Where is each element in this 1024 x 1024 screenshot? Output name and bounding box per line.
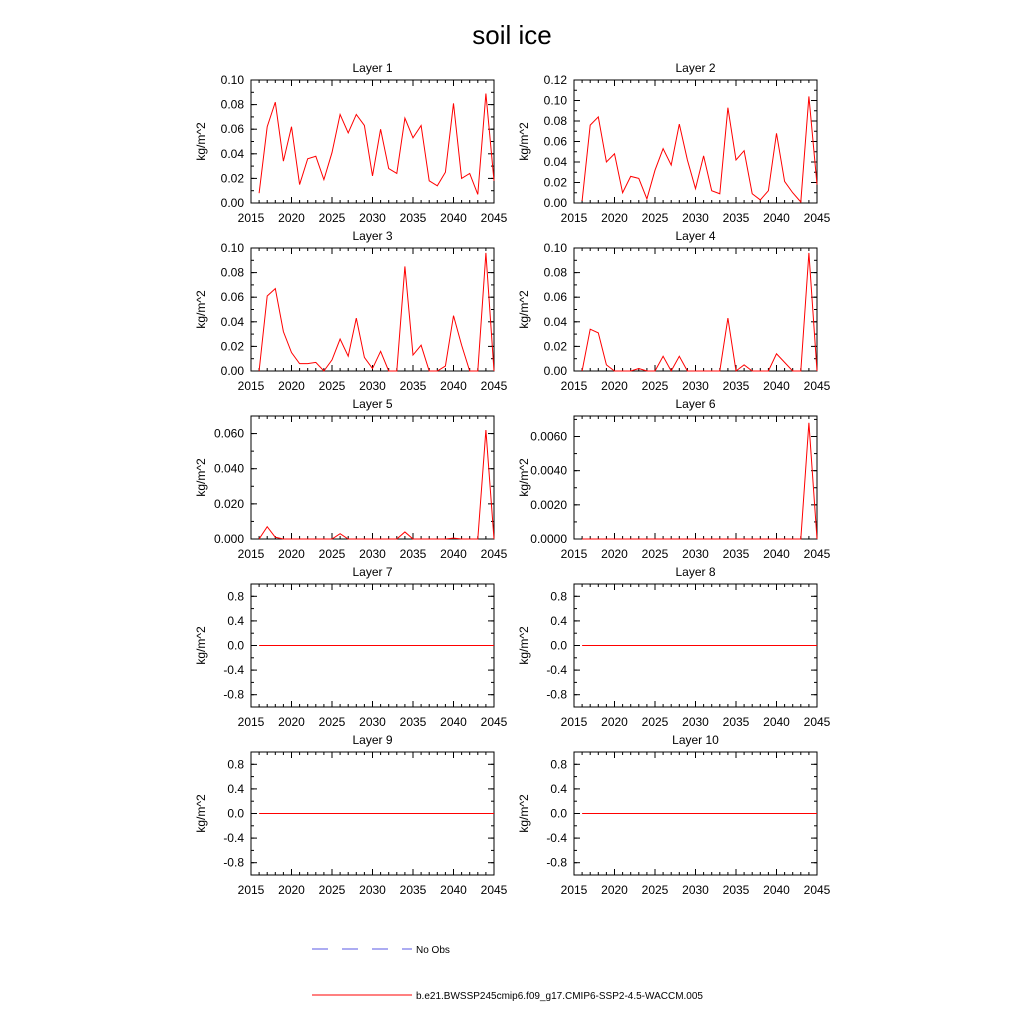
x-tick-label: 2035	[722, 211, 750, 225]
panel-title: Layer 1	[352, 61, 393, 75]
x-tick-label: 2025	[318, 715, 346, 729]
y-tick-label: 0.000	[213, 532, 244, 546]
y-axis-label: kg/m^2	[517, 458, 531, 497]
x-tick-label: 2030	[359, 547, 386, 561]
panel-title: Layer 4	[675, 229, 716, 243]
panel-title: Layer 3	[352, 229, 393, 243]
y-axis-label: kg/m^2	[194, 122, 208, 161]
y-axis-label: kg/m^2	[194, 626, 208, 665]
x-tick-label: 2015	[560, 379, 588, 393]
y-tick-label: -0.8	[546, 855, 567, 870]
y-tick-label: 0.0000	[530, 532, 567, 546]
plot-frame	[574, 80, 817, 203]
x-tick-label: 2020	[278, 547, 305, 561]
panel-2	[517, 61, 831, 225]
x-tick-label: 2045	[803, 379, 831, 393]
y-tick-label: 0.12	[543, 73, 567, 87]
series-line	[259, 430, 494, 539]
x-tick-label: 2025	[641, 883, 669, 897]
panel-title: Layer 10	[672, 733, 719, 747]
y-tick-label: 0.040	[213, 461, 244, 476]
x-tick-label: 2040	[440, 715, 467, 729]
y-tick-label: 0.04	[543, 314, 567, 329]
x-tick-label: 2040	[763, 379, 790, 393]
x-tick-label: 2025	[318, 547, 346, 561]
x-tick-label: 2030	[682, 883, 709, 897]
y-tick-label: 0.0	[227, 638, 244, 653]
y-tick-label: 0.8	[227, 757, 244, 772]
series-line	[259, 94, 494, 195]
x-tick-label: 2025	[641, 379, 669, 393]
y-tick-label: 0.4	[550, 781, 567, 796]
x-tick-label: 2015	[237, 547, 265, 561]
panel-3	[194, 229, 508, 393]
x-tick-label: 2025	[641, 547, 669, 561]
x-tick-label: 2030	[682, 379, 709, 393]
figure-title: soil ice	[472, 20, 552, 50]
x-tick-label: 2015	[237, 211, 265, 225]
y-tick-label: 0.06	[220, 122, 244, 137]
y-tick-label: -0.8	[546, 687, 567, 702]
x-tick-label: 2035	[399, 715, 427, 729]
plot-frame	[574, 248, 817, 371]
y-tick-label: 0.02	[543, 175, 567, 190]
y-tick-label: 0.020	[213, 496, 244, 511]
x-tick-label: 2020	[278, 379, 305, 393]
y-tick-label: 0.10	[220, 241, 244, 255]
plot-frame	[251, 416, 494, 539]
x-tick-label: 2015	[560, 883, 588, 897]
y-tick-label: 0.04	[543, 155, 567, 169]
x-tick-label: 2020	[601, 883, 628, 897]
x-tick-label: 2030	[359, 883, 386, 897]
series-line	[582, 96, 817, 202]
panel-title: Layer 5	[352, 397, 393, 411]
x-tick-label: 2030	[682, 715, 709, 729]
x-tick-label: 2035	[722, 715, 750, 729]
y-tick-label: 0.0	[227, 806, 244, 821]
y-tick-label: 0.00	[220, 196, 244, 210]
x-tick-label: 2020	[601, 715, 628, 729]
x-tick-label: 2040	[763, 547, 790, 561]
y-tick-label: -0.4	[546, 831, 567, 846]
y-tick-label: 0.0020	[530, 497, 567, 512]
x-tick-label: 2045	[480, 379, 508, 393]
y-tick-label: -0.4	[223, 663, 244, 678]
x-tick-label: 2045	[480, 547, 508, 561]
y-tick-label: 0.02	[220, 339, 244, 354]
x-tick-label: 2040	[440, 547, 467, 561]
x-tick-label: 2035	[399, 547, 427, 561]
x-tick-label: 2020	[601, 379, 628, 393]
x-tick-label: 2015	[237, 379, 265, 393]
series-line	[582, 423, 817, 539]
y-tick-label: 0.8	[227, 589, 244, 604]
y-tick-label: 0.4	[227, 781, 244, 796]
y-tick-label: -0.4	[546, 663, 567, 678]
y-tick-label: 0.0	[550, 638, 567, 653]
y-tick-label: 0.00	[220, 364, 244, 378]
y-tick-label: 0.08	[220, 265, 244, 280]
series-line	[259, 253, 494, 371]
x-tick-label: 2045	[803, 883, 831, 897]
y-tick-label: 0.04	[220, 146, 244, 161]
x-tick-label: 2015	[237, 715, 265, 729]
x-tick-label: 2025	[318, 379, 346, 393]
x-tick-label: 2020	[278, 211, 305, 225]
x-tick-label: 2035	[399, 211, 427, 225]
x-tick-label: 2035	[722, 883, 750, 897]
y-axis-label: kg/m^2	[517, 794, 531, 833]
x-tick-label: 2045	[480, 715, 508, 729]
x-tick-label: 2030	[359, 211, 386, 225]
x-tick-label: 2040	[763, 715, 790, 729]
x-tick-label: 2040	[440, 883, 467, 897]
x-tick-label: 2020	[278, 715, 305, 729]
x-tick-label: 2030	[359, 715, 386, 729]
x-tick-label: 2040	[440, 379, 467, 393]
y-tick-label: -0.8	[223, 855, 244, 870]
plot-frame	[251, 248, 494, 371]
x-tick-label: 2015	[237, 883, 265, 897]
x-tick-label: 2020	[278, 883, 305, 897]
x-tick-label: 2015	[560, 547, 588, 561]
panel-title: Layer 9	[352, 733, 393, 747]
panel-title: Layer 2	[675, 61, 716, 75]
legend-model-label: b.e21.BWSSP245cmip6.f09_g17.CMIP6-SSP2-4.5-WACCM.005	[416, 991, 703, 1002]
x-tick-label: 2030	[359, 379, 386, 393]
y-tick-label: 0.4	[227, 613, 244, 628]
panel-title: Layer 7	[352, 565, 393, 579]
y-tick-label: 0.8	[550, 757, 567, 772]
y-tick-label: 0.08	[543, 265, 567, 280]
x-tick-label: 2015	[560, 715, 588, 729]
y-tick-label: 0.10	[543, 93, 567, 108]
x-tick-label: 2035	[399, 379, 427, 393]
y-tick-label: 0.08	[220, 97, 244, 112]
x-tick-label: 2040	[440, 211, 467, 225]
y-tick-label: 0.00	[543, 196, 567, 210]
x-tick-label: 2045	[803, 211, 831, 225]
panels-grid	[194, 61, 831, 897]
x-tick-label: 2025	[641, 715, 669, 729]
panel-7	[194, 565, 508, 729]
y-tick-label: 0.060	[213, 426, 244, 441]
legend	[312, 945, 703, 1002]
x-tick-label: 2045	[803, 547, 831, 561]
y-axis-label: kg/m^2	[517, 122, 531, 161]
y-tick-label: 0.0	[550, 806, 567, 821]
y-tick-label: 0.06	[220, 290, 244, 305]
x-tick-label: 2020	[601, 211, 628, 225]
x-tick-label: 2035	[722, 379, 750, 393]
legend-obs-label: No Obs	[416, 945, 450, 956]
y-axis-label: kg/m^2	[194, 290, 208, 329]
y-tick-label: -0.8	[223, 687, 244, 702]
y-tick-label: -0.4	[223, 831, 244, 846]
x-tick-label: 2030	[682, 211, 709, 225]
y-tick-label: 0.00	[543, 364, 567, 378]
x-tick-label: 2040	[763, 211, 790, 225]
y-tick-label: 0.06	[543, 134, 567, 149]
x-tick-label: 2015	[560, 211, 588, 225]
panel-4	[517, 229, 831, 393]
y-tick-label: 0.4	[550, 613, 567, 628]
y-tick-label: 0.0040	[530, 463, 567, 478]
x-tick-label: 2045	[480, 883, 508, 897]
x-tick-label: 2035	[399, 883, 427, 897]
y-tick-label: 0.02	[220, 171, 244, 186]
y-tick-label: 0.0060	[530, 429, 567, 444]
panel-10	[517, 733, 831, 897]
x-tick-label: 2020	[601, 547, 628, 561]
y-tick-label: 0.08	[543, 114, 567, 128]
y-axis-label: kg/m^2	[194, 794, 208, 833]
y-axis-label: kg/m^2	[194, 458, 208, 497]
panel-title: Layer 8	[675, 565, 716, 579]
x-tick-label: 2025	[641, 211, 669, 225]
x-tick-label: 2040	[763, 883, 790, 897]
y-tick-label: 0.10	[220, 73, 244, 87]
x-tick-label: 2030	[682, 547, 709, 561]
series-line	[582, 253, 817, 371]
panel-title: Layer 6	[675, 397, 716, 411]
panel-5	[194, 397, 508, 561]
panel-6	[517, 397, 831, 561]
x-tick-label: 2045	[803, 715, 831, 729]
y-tick-label: 0.06	[543, 290, 567, 305]
x-tick-label: 2025	[318, 883, 346, 897]
x-tick-label: 2045	[480, 211, 508, 225]
panel-8	[517, 565, 831, 729]
x-tick-label: 2035	[722, 547, 750, 561]
y-tick-label: 0.02	[543, 339, 567, 354]
y-axis-label: kg/m^2	[517, 626, 531, 665]
plot-frame	[574, 416, 817, 539]
y-tick-label: 0.8	[550, 589, 567, 604]
y-tick-label: 0.04	[220, 314, 244, 329]
y-axis-label: kg/m^2	[517, 290, 531, 329]
x-tick-label: 2025	[318, 211, 346, 225]
panel-9	[194, 733, 508, 897]
y-tick-label: 0.10	[543, 241, 567, 255]
panel-1	[194, 61, 508, 225]
